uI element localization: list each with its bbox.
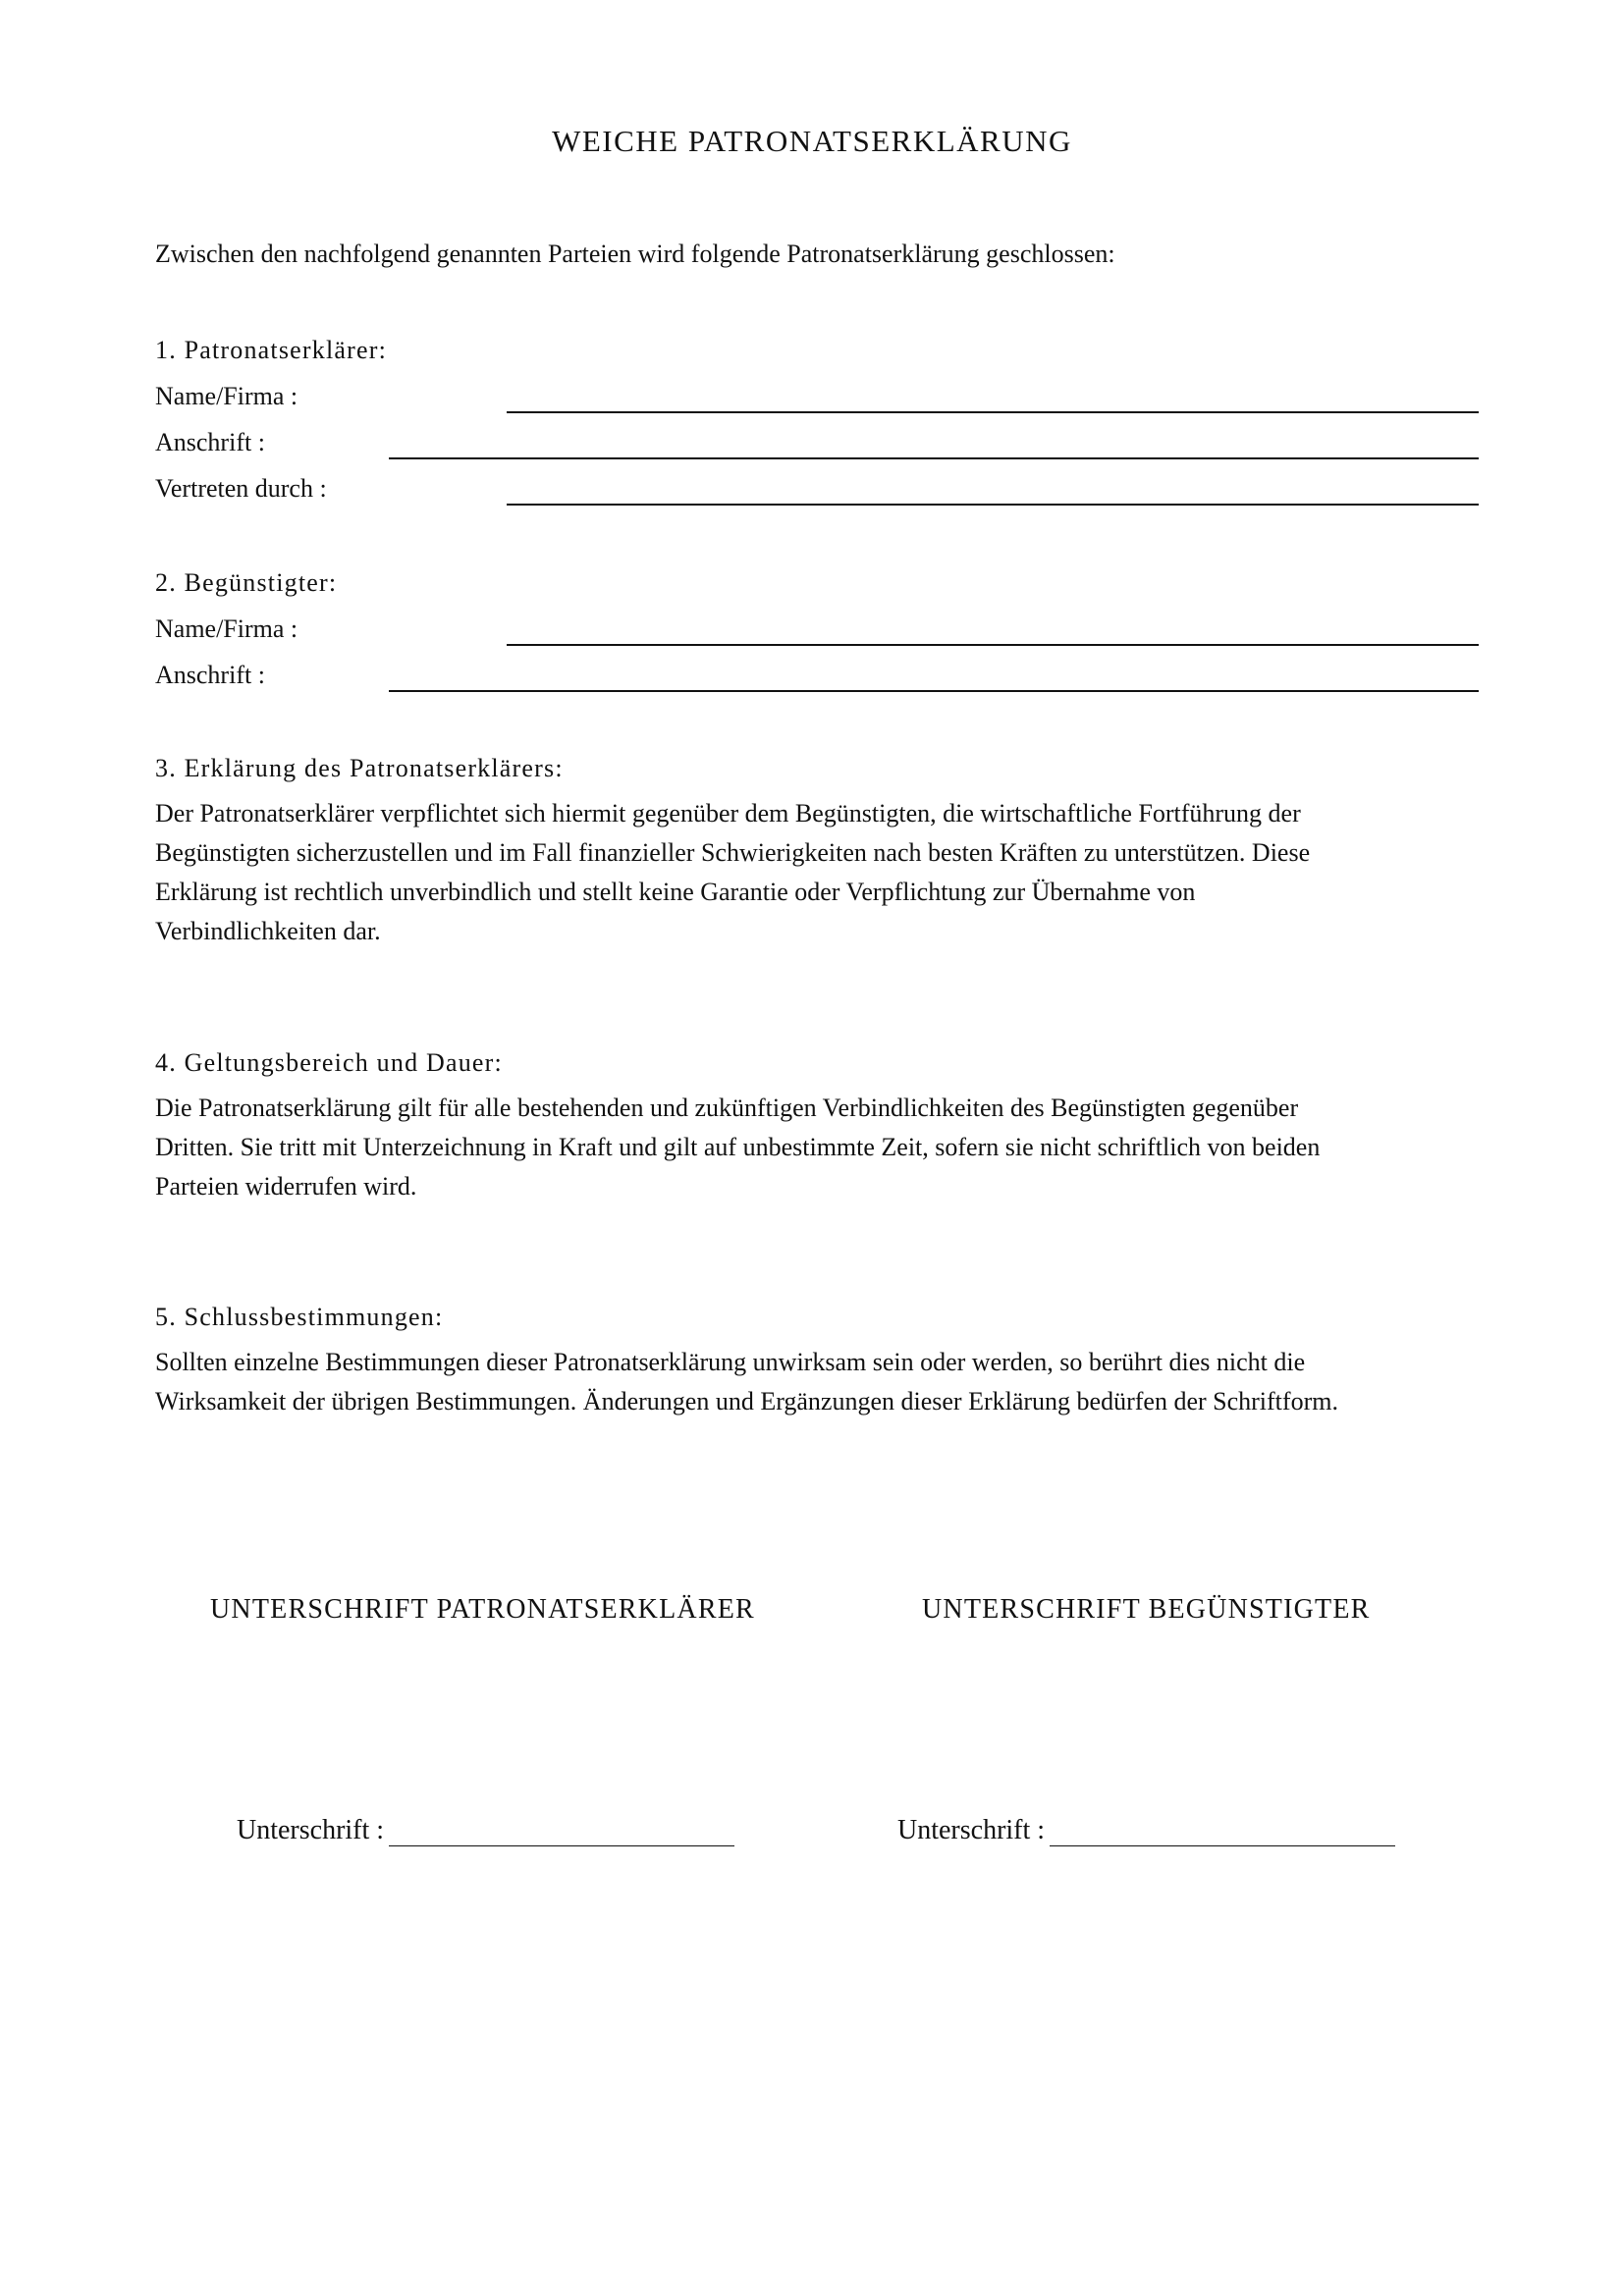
section-4-line: Die Patronatserklärung gilt für alle bestehenden und zukünftigen Verbindlichkeiten des Begünstigten gegenüber — [155, 1094, 1299, 1122]
section-3-line: Verbindlichkeiten dar. — [155, 917, 381, 945]
section-2-address-field[interactable] — [389, 690, 1479, 692]
section-2-address-label: Anschrift : — [155, 661, 265, 689]
section-1-name-field[interactable] — [507, 411, 1479, 413]
section-1-represented-label: Vertreten durch : — [155, 474, 327, 503]
signature-heading-beneficiary: UNTERSCHRIFT BEGÜNSTIGTER — [922, 1594, 1371, 1625]
signature-heading-patron: UNTERSCHRIFT PATRONATSERKLÄRER — [210, 1594, 755, 1625]
section-1-represented-field[interactable] — [507, 504, 1479, 506]
section-1-name-label: Name/Firma : — [155, 382, 298, 410]
intro-text: Zwischen den nachfolgend genannten Parteien wird folgende Patronatserklärung geschlossen: — [155, 240, 1115, 268]
section-3-line: Der Patronatserklärer verpflichtet sich hiermit gegenüber dem Begünstigten, die wirtschaftliche Fortführung der — [155, 799, 1301, 828]
signature-label-patron: Unterschrift : — [237, 1815, 385, 1845]
signature-line-patron[interactable] — [389, 1845, 734, 1846]
signature-label-beneficiary: Unterschrift : — [897, 1815, 1046, 1845]
section-5-line: Wirksamkeit der übrigen Bestimmungen. Änderungen und Ergänzungen dieser Erklärung bedürfen der Schriftform. — [155, 1387, 1338, 1415]
section-2-name-label: Name/Firma : — [155, 614, 298, 643]
section-2-heading: 2. Begünstigter: — [155, 568, 338, 597]
document-title: WEICHE PATRONATSERKLÄRUNG — [552, 124, 1072, 158]
signature-line-beneficiary[interactable] — [1050, 1845, 1395, 1846]
section-5-heading: 5. Schlussbestimmungen: — [155, 1303, 444, 1331]
section-1-address-field[interactable] — [389, 457, 1479, 459]
section-4-line: Parteien widerrufen wird. — [155, 1172, 417, 1201]
section-1-address-label: Anschrift : — [155, 428, 265, 456]
section-3-line: Erklärung ist rechtlich unverbindlich und stellt keine Garantie oder Verpflichtung zur Übernahme von — [155, 878, 1196, 906]
section-3-line: Begünstigten sicherzustellen und im Fall finanzieller Schwierigkeiten nach besten Kräften zu unterstützen. Diese — [155, 838, 1311, 867]
section-3-heading: 3. Erklärung des Patronatserklärers: — [155, 754, 564, 782]
section-4-heading: 4. Geltungsbereich und Dauer: — [155, 1048, 503, 1077]
section-1-heading: 1. Patronatserklärer: — [155, 336, 388, 364]
section-2-name-field[interactable] — [507, 644, 1479, 646]
section-5-line: Sollten einzelne Bestimmungen dieser Patronatserklärung unwirksam sein oder werden, so berührt dies nicht die — [155, 1348, 1306, 1376]
section-4-line: Dritten. Sie tritt mit Unterzeichnung in Kraft und gilt auf unbestimmte Zeit, sofern sie nicht schriftlich von beiden — [155, 1133, 1321, 1161]
